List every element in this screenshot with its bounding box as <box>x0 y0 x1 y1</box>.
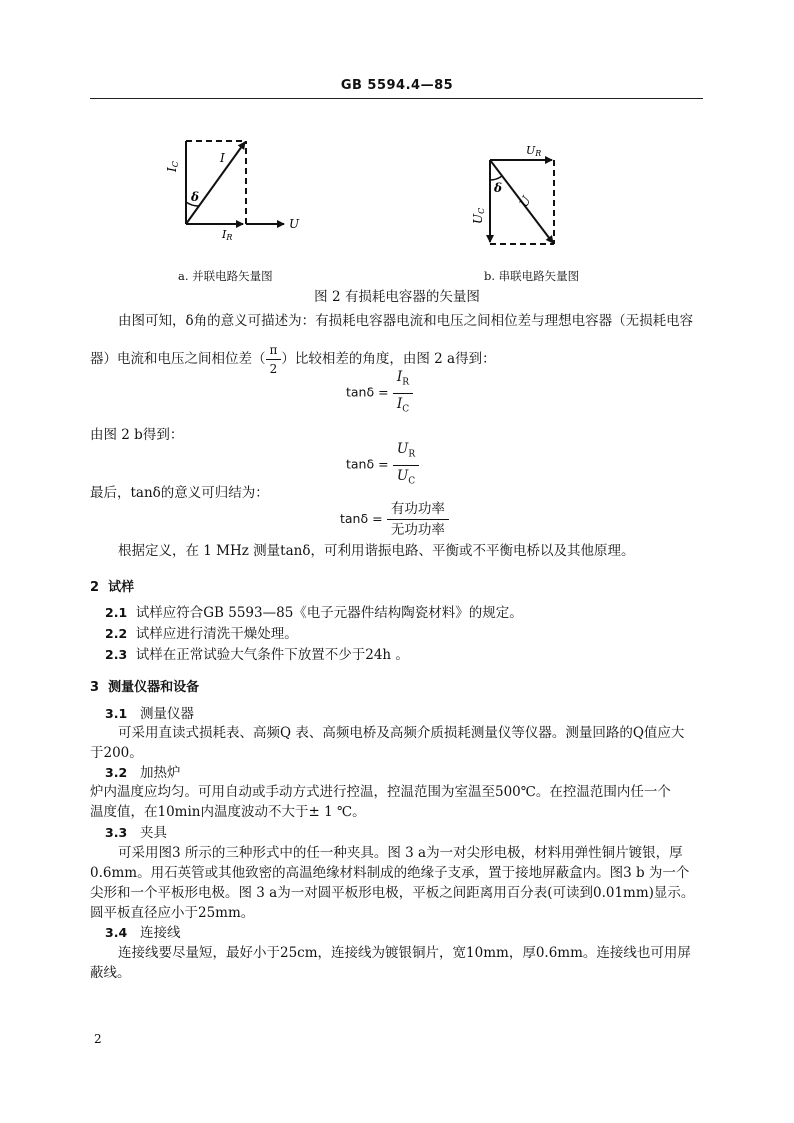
eq1-num-sub: R <box>402 377 410 388</box>
item-2-3-num: 2.3 <box>105 647 128 662</box>
equation-3-lhs: tanδ = <box>340 511 383 526</box>
s32-title: 加热炉 <box>140 765 181 781</box>
label-ic: I <box>165 167 179 172</box>
subsection-3-3-heading <box>105 822 167 844</box>
equation-3 <box>340 500 449 539</box>
finally-line: 最后，tanδ的意义可归结为： <box>90 485 269 501</box>
s31-title: 测量仪器 <box>140 706 195 722</box>
s32-line-2: 温度值，在10min内温度波动不大于± 1 ℃。 <box>90 804 366 820</box>
s32-num: 3.2 <box>105 765 128 780</box>
svg-text:IR <box>221 228 232 242</box>
equation-1-fraction <box>393 368 413 418</box>
s34-line-1: 连接线要尽量短，最好小于25cm，连接线为镀银铜片，宽10mm，厚0.6mm。连接线也可用屏 <box>118 945 691 961</box>
s34-num: 3.4 <box>105 925 128 940</box>
eq2-den: U <box>396 467 409 484</box>
section-2-title: 试样 <box>108 580 135 595</box>
figure-2a-caption: a. 并联电路矢量图 <box>178 269 273 283</box>
s31-num: 3.1 <box>105 706 128 721</box>
section-2-heading <box>90 576 134 595</box>
intro-line-1: 由图可知，δ角的意义可描述为：有损耗电容器电流和电压之间相位差与理想电容器（无损耗电容 <box>118 313 694 329</box>
item-2-2-num: 2.2 <box>105 626 128 641</box>
label-ir-sub: R <box>226 233 233 242</box>
section-3-title: 测量仪器和设备 <box>108 680 200 695</box>
pi-over-2 <box>266 342 282 377</box>
s33-line-1: 可采用图3 所示的三种形式中的任一种夹具。图 3 a为一对尖形电极，材料用弹性铜片镀银，厚 <box>118 845 683 861</box>
definition-line: 根据定义，在 1 MHz 测量tanδ，可利用谐振电路、平衡或不平衡电桥以及其他原理。 <box>118 543 635 559</box>
item-2-2-text: 试样应进行清洗干燥处理。 <box>135 626 298 642</box>
s32-line-1: 炉内温度应均匀。可用自动或手动方式进行控温，控温范围为室温至500℃。在控温范围内任一个 <box>90 784 671 800</box>
label-ur: U <box>526 144 536 157</box>
figure-2b-caption: b. 串联电路矢量图 <box>484 269 580 283</box>
item-2-2 <box>105 623 298 645</box>
s31-line-1: 可采用直读式损耗表、高频Q 表、高频电桥及高频介质损耗测量仪等仪器。测量回路的Q值应大 <box>118 725 685 741</box>
eq3-den: 无功功率 <box>390 522 445 538</box>
svg-text:UR <box>526 144 541 158</box>
page-number: 2 <box>94 1032 102 1046</box>
equation-2-fraction <box>393 440 419 490</box>
header-rule <box>90 98 703 99</box>
figure-2b-series-vector-diagram <box>466 138 586 250</box>
eq3-num: 有功功率 <box>387 500 449 520</box>
subsection-3-4-heading <box>105 922 181 944</box>
label-ic-sub: C <box>171 161 180 168</box>
label-ur-sub: R <box>535 149 542 158</box>
pi-numerator: π <box>266 342 282 360</box>
label-delta-a: δ <box>191 190 200 204</box>
s33-line-3: 尖形和一个平板形电极。图 3 a为一对圆平板形电极，平板之间距离用百分表(可读到0.01mm)显示。 <box>90 885 695 901</box>
eq1-den: I <box>396 395 403 412</box>
from-figure-2b: 由图 2 b得到： <box>90 427 184 443</box>
s31-line-2: 于200。 <box>90 745 143 761</box>
s33-line-4: 圆平板直径应小于25mm。 <box>90 905 255 921</box>
delta-arc-b <box>490 176 502 180</box>
eq1-num: I <box>396 369 403 385</box>
intro-line-2-part-a: 器）电流和电压之间相位差（ <box>90 351 266 367</box>
equation-1-lhs: tanδ = <box>346 384 389 400</box>
i-vector <box>186 142 245 224</box>
label-u-a: U <box>289 217 300 231</box>
eq1-den-sub: C <box>402 404 410 415</box>
document-header: GB 5594.4—85 <box>340 78 454 93</box>
equation-1 <box>346 368 413 418</box>
section-2-number: 2 <box>90 580 100 595</box>
s33-num: 3.3 <box>105 825 128 840</box>
label-uc: U <box>471 213 485 224</box>
item-2-1 <box>105 602 523 624</box>
eq2-den-sub: C <box>408 476 416 487</box>
s33-title: 夹具 <box>140 825 168 841</box>
s33-line-2: 0.6mm。用石英管或其他致密的高温绝缘材料制成的绝缘子支承，置于接地屏蔽盒内。图3 b 为一个 <box>90 865 690 881</box>
s34-title: 连接线 <box>140 925 181 941</box>
intro-line-2 <box>90 342 496 377</box>
eq2-num-sub: R <box>408 449 416 460</box>
item-2-3 <box>105 644 409 666</box>
svg-text:IC <box>165 161 180 173</box>
item-2-1-text: 试样应符合GB 5593—85《电子元器件结构陶瓷材料》的规定。 <box>135 605 523 621</box>
figure-2-title: 图 2 有损耗电容器的矢量图 <box>314 289 480 305</box>
pi-denominator: 2 <box>269 362 278 376</box>
figure-2a-parallel-vector-diagram <box>160 128 320 243</box>
item-2-3-text: 试样在正常试验大气条件下放置不少于24h 。 <box>135 647 409 663</box>
section-3-number: 3 <box>90 680 100 695</box>
label-ir: I <box>222 228 227 241</box>
item-2-1-num: 2.1 <box>105 605 128 620</box>
intro-line-2-part-b: ）比较相差的角度，由图 2 a得到： <box>281 351 496 367</box>
equation-2 <box>346 440 419 490</box>
label-i: I <box>220 151 225 165</box>
label-uc-sub: C <box>477 207 486 214</box>
eq2-num: U <box>396 441 409 457</box>
equation-3-fraction <box>387 500 449 539</box>
section-3-heading <box>90 676 199 695</box>
s34-line-2: 蔽线。 <box>90 965 131 981</box>
svg-text:UC <box>471 208 486 224</box>
equation-2-lhs: tanδ = <box>346 456 389 472</box>
label-delta-b: δ <box>494 181 503 195</box>
label-u-b: U <box>516 193 534 210</box>
